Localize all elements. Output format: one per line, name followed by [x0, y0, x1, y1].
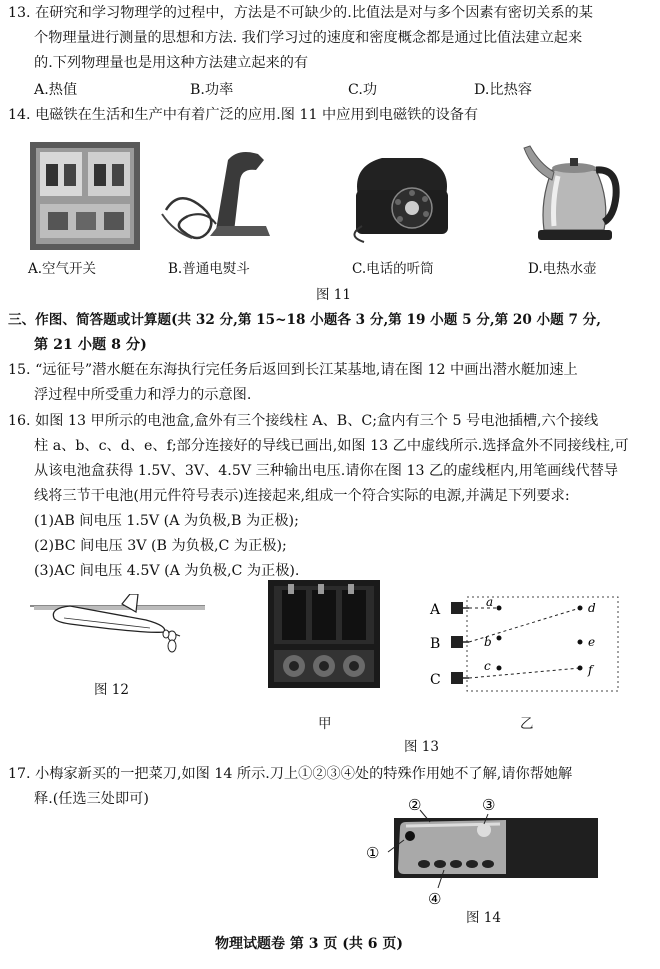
mark-1: ① [366, 844, 380, 862]
submarine-figure [30, 594, 205, 664]
fig13-jia-label: 甲 [318, 716, 332, 732]
post-e [578, 635, 596, 649]
terminal-C [430, 672, 469, 688]
terminal-B [430, 636, 469, 652]
kitchen-knife-figure [360, 792, 600, 908]
post-c [484, 659, 502, 673]
svg-text:C: C [430, 672, 441, 688]
fig11-caption-a: A.空气开关 [28, 261, 97, 277]
q13-line1: 13. 在研究和学习物理学的过程中，方法是不可缺少的.比值法是对与多个因素有密切关系的某 [8, 5, 593, 21]
electric-iron-image [158, 140, 278, 250]
svg-text:A: A [430, 602, 441, 618]
fig13-yi-label: 乙 [520, 716, 534, 732]
q16-requirement-2: (2)BC 间电压 3V (B 为负极,C 为正极); [34, 538, 287, 554]
section3-heading-line2: 第 21 小题 8 分) [34, 337, 147, 353]
air-switch-image [30, 142, 140, 250]
q13-option-b: B.功率 [190, 82, 234, 98]
page-footer: 物理试题卷 第 3 页 (共 6 页) [215, 936, 403, 952]
svg-text:a: a [486, 595, 494, 609]
fig11-caption-c: C.电话的听筒 [352, 261, 434, 277]
q15-line2: 浮过程中所受重力和浮力的示意图. [34, 387, 252, 403]
svg-text:f: f [588, 663, 593, 677]
q16-requirement-3: (3)AC 间电压 4.5V (A 为负极,C 为正极). [34, 563, 300, 579]
q16-line4: 线将三节干电池(用元件符号表示)连接起来,组成一个符合实际的电源,并满足下列要求: [34, 488, 570, 504]
mark-4: ④ [428, 890, 442, 908]
post-b [484, 635, 502, 649]
fig14-caption: 图 14 [466, 910, 501, 926]
q16-line2: 柱 a、b、c、d、e、f;部分连接好的导线已画出,如图 13 乙中虚线所示.选择盒外不同接线柱,可 [34, 438, 629, 454]
mark-2: ② [408, 796, 422, 814]
q16-line1: 16. 如图 13 甲所示的电池盒,盒外有三个接线柱 A、B、C;盒内有三个 5 号电池插槽,六个接线 [8, 413, 599, 429]
q13-option-c: C.功 [348, 82, 378, 98]
q14-line1: 14. 电磁铁在生活和生产中有着广泛的应用.图 11 中应用到电磁铁的设备有 [8, 107, 479, 123]
telephone-image [342, 146, 462, 244]
q15-line1: 15. “远征号”潜水艇在东海执行完任务后返回到长江某基地,请在图 12 中画出潜水艇加速上 [8, 362, 578, 378]
svg-text:B: B [430, 636, 441, 652]
mark-3: ③ [482, 796, 496, 814]
svg-text:e: e [588, 635, 596, 649]
q17-line1: 17. 小梅家新买的一把菜刀,如图 14 所示.刀上①②③④处的特殊作用她不了解,请你帮她解 [8, 766, 573, 782]
battery-box-diagram [424, 594, 620, 696]
q13-line3: 的.下列物理量也是用这种方法建立起来的有 [34, 55, 309, 71]
post-f [578, 663, 596, 677]
electric-kettle-image [518, 140, 628, 246]
q17-line2: 释.(任选三处即可) [34, 791, 149, 807]
q16-requirement-1: (1)AB 间电压 1.5V (A 为负极,B 为正极); [34, 513, 299, 529]
svg-text:b: b [484, 635, 492, 649]
fig11-caption-b: B.普通电熨斗 [168, 261, 250, 277]
battery-box-image [268, 580, 380, 688]
svg-text:d: d [588, 601, 596, 615]
fig11-caption: 图 11 [316, 287, 351, 303]
terminal-A [429, 602, 469, 618]
fig11-caption-d: D.电热水壶 [528, 261, 597, 277]
fig12-caption: 图 12 [94, 682, 129, 698]
fig13-caption: 图 13 [404, 739, 439, 755]
q13-option-d: D.比热容 [474, 82, 532, 98]
svg-text:c: c [484, 659, 491, 673]
q13-option-a: A.热值 [34, 82, 78, 98]
post-d [578, 601, 597, 615]
section3-heading-line1: 三、作图、简答题或计算题(共 32 分,第 15~18 小题各 3 分,第 19 小题 5 分,第 20 小题 7 分, [8, 312, 601, 328]
q16-line3: 从该电池盒获得 1.5V、3V、4.5V 三种输出电压.请你在图 13 乙的虚线框内,用笔画线代替导 [34, 463, 619, 479]
q13-line2: 个物理量进行测量的思想和方法. 我们学习过的速度和密度概念都是通过比值法建立起来 [34, 30, 583, 46]
